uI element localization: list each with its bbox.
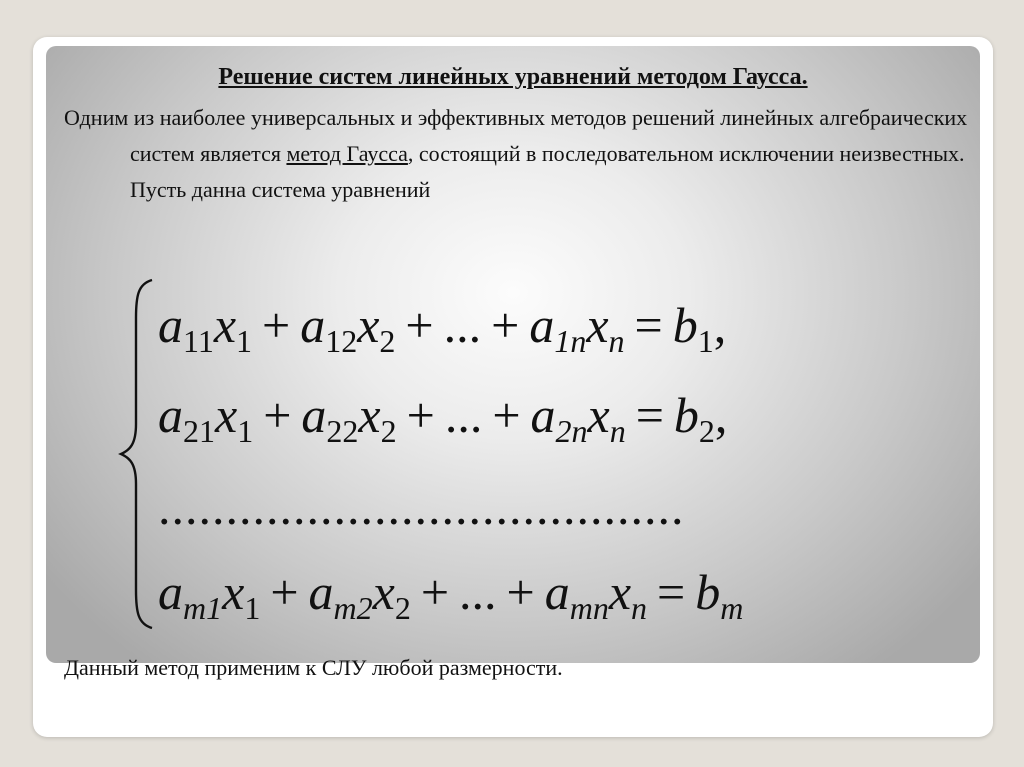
gauss-method-link: метод Гаусса [286, 141, 408, 166]
equation-dots-row: ....................................... [158, 479, 685, 535]
system-brace [118, 278, 154, 630]
intro-text-part2: , состоящий в последовательном исключении неизвестных. Пусть данна система уравнений [130, 141, 965, 202]
intro-paragraph [64, 100, 990, 208]
equation-row-1: $a_{11}x_1 + a_{12}x_2$ + ... + $a_{1n}x_n = b_1$, [158, 297, 727, 360]
equation-row-m: $a_{m1}x_1 + a_{m2}x_2$ + ... + $a_{mn}x_n = b_m$ [158, 564, 744, 627]
slide-title: Решение систем линейных уравнений методом Гаусса. [218, 64, 808, 90]
equation-row-2: $a_{21}x_1 + a_{22}x_2$ + ... + $a_{2n}x_n = b_2$, [158, 387, 728, 450]
footer-note: Данный метод применим к СЛУ любой размерности. [64, 655, 563, 680]
intro-text-part1: Одним из наиболее универсальных и эффективных методов решений линейных алгебраических систем является [64, 105, 968, 166]
